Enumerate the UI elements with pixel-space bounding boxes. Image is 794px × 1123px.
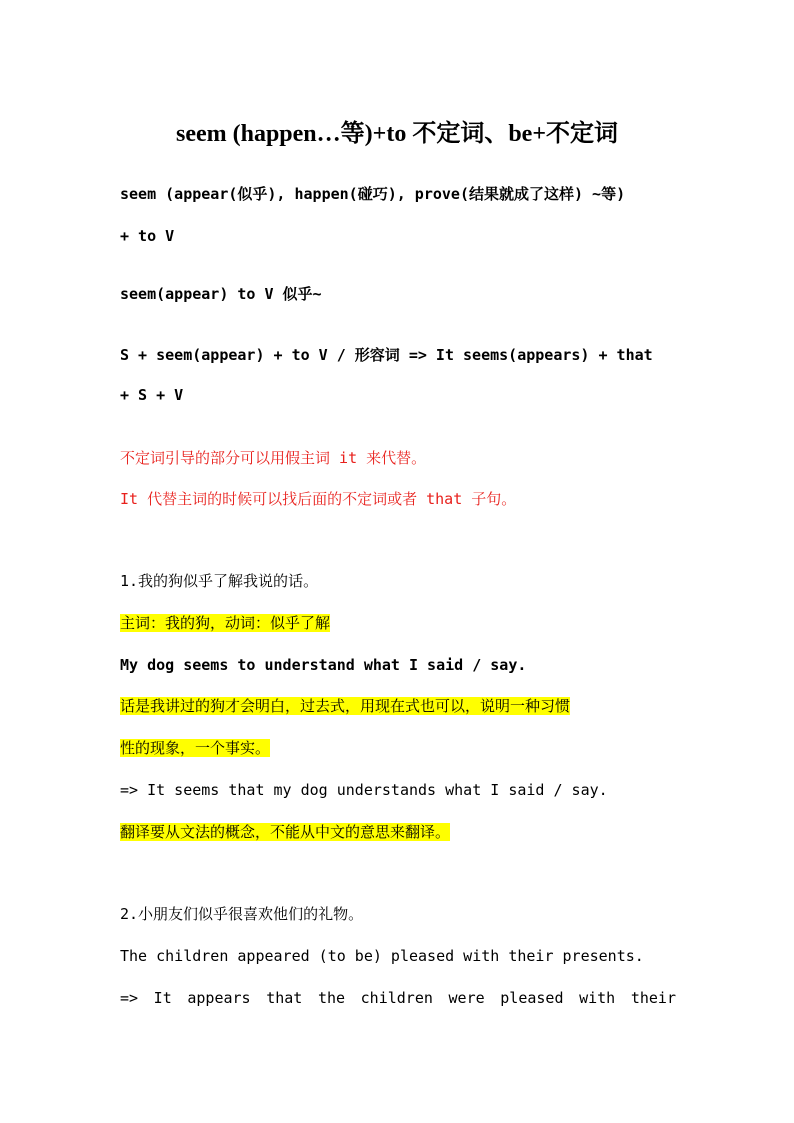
rule-line-1: seem (appear(似乎), happen(碰巧), prove(结果就成了这样) ~等) [120,185,626,203]
document-title: seem (happen…等)+to 不定词、be+不定词 [175,121,618,147]
highlight-text: 主词：我的狗，动词：似乎了解 [120,614,331,632]
rule-line-2: + to V [120,227,175,245]
example-1-note-3 [120,820,676,844]
highlight-text: 话是我讲过的狗才会明白，过去式，用现在式也可以，说明一种习惯 [120,697,571,715]
example-2-title: 2.小朋友们似乎很喜欢他们的礼物。 [120,905,364,923]
example-1-note-1 [120,611,676,635]
example-1-title: 1.我的狗似乎了解我说的话。 [120,572,319,590]
rule-line-3: seem(appear) to V 似乎~ [120,285,322,303]
highlight-text: 翻译要从文法的概念，不能从中文的意思来翻译。 [120,823,451,841]
example-2-alternative: => It appears that the children were pleased with their [120,989,676,1007]
example-2-sentence: The children appeared (to be) pleased with their presents. [120,947,644,965]
example-1-note-2a [120,694,676,718]
example-1-alternative: => It seems that my dog understands what I said / say. [120,781,608,799]
highlight-text: 性的现象，一个事实。 [120,739,271,757]
rule-line-4: S + seem(appear) + to V / 形容词 => It seems(appears) + that [120,346,653,364]
example-1-note-2b [120,736,676,760]
example-1-sentence: My dog seems to understand what I said / say. [120,656,527,674]
note-red-1: 不定词引导的部分可以用假主词 it 来代替。 [120,449,427,467]
note-red-2: It 代替主词的时候可以找后面的不定词或者 that 子句。 [120,490,517,508]
rule-line-5: + S + V [120,386,184,404]
